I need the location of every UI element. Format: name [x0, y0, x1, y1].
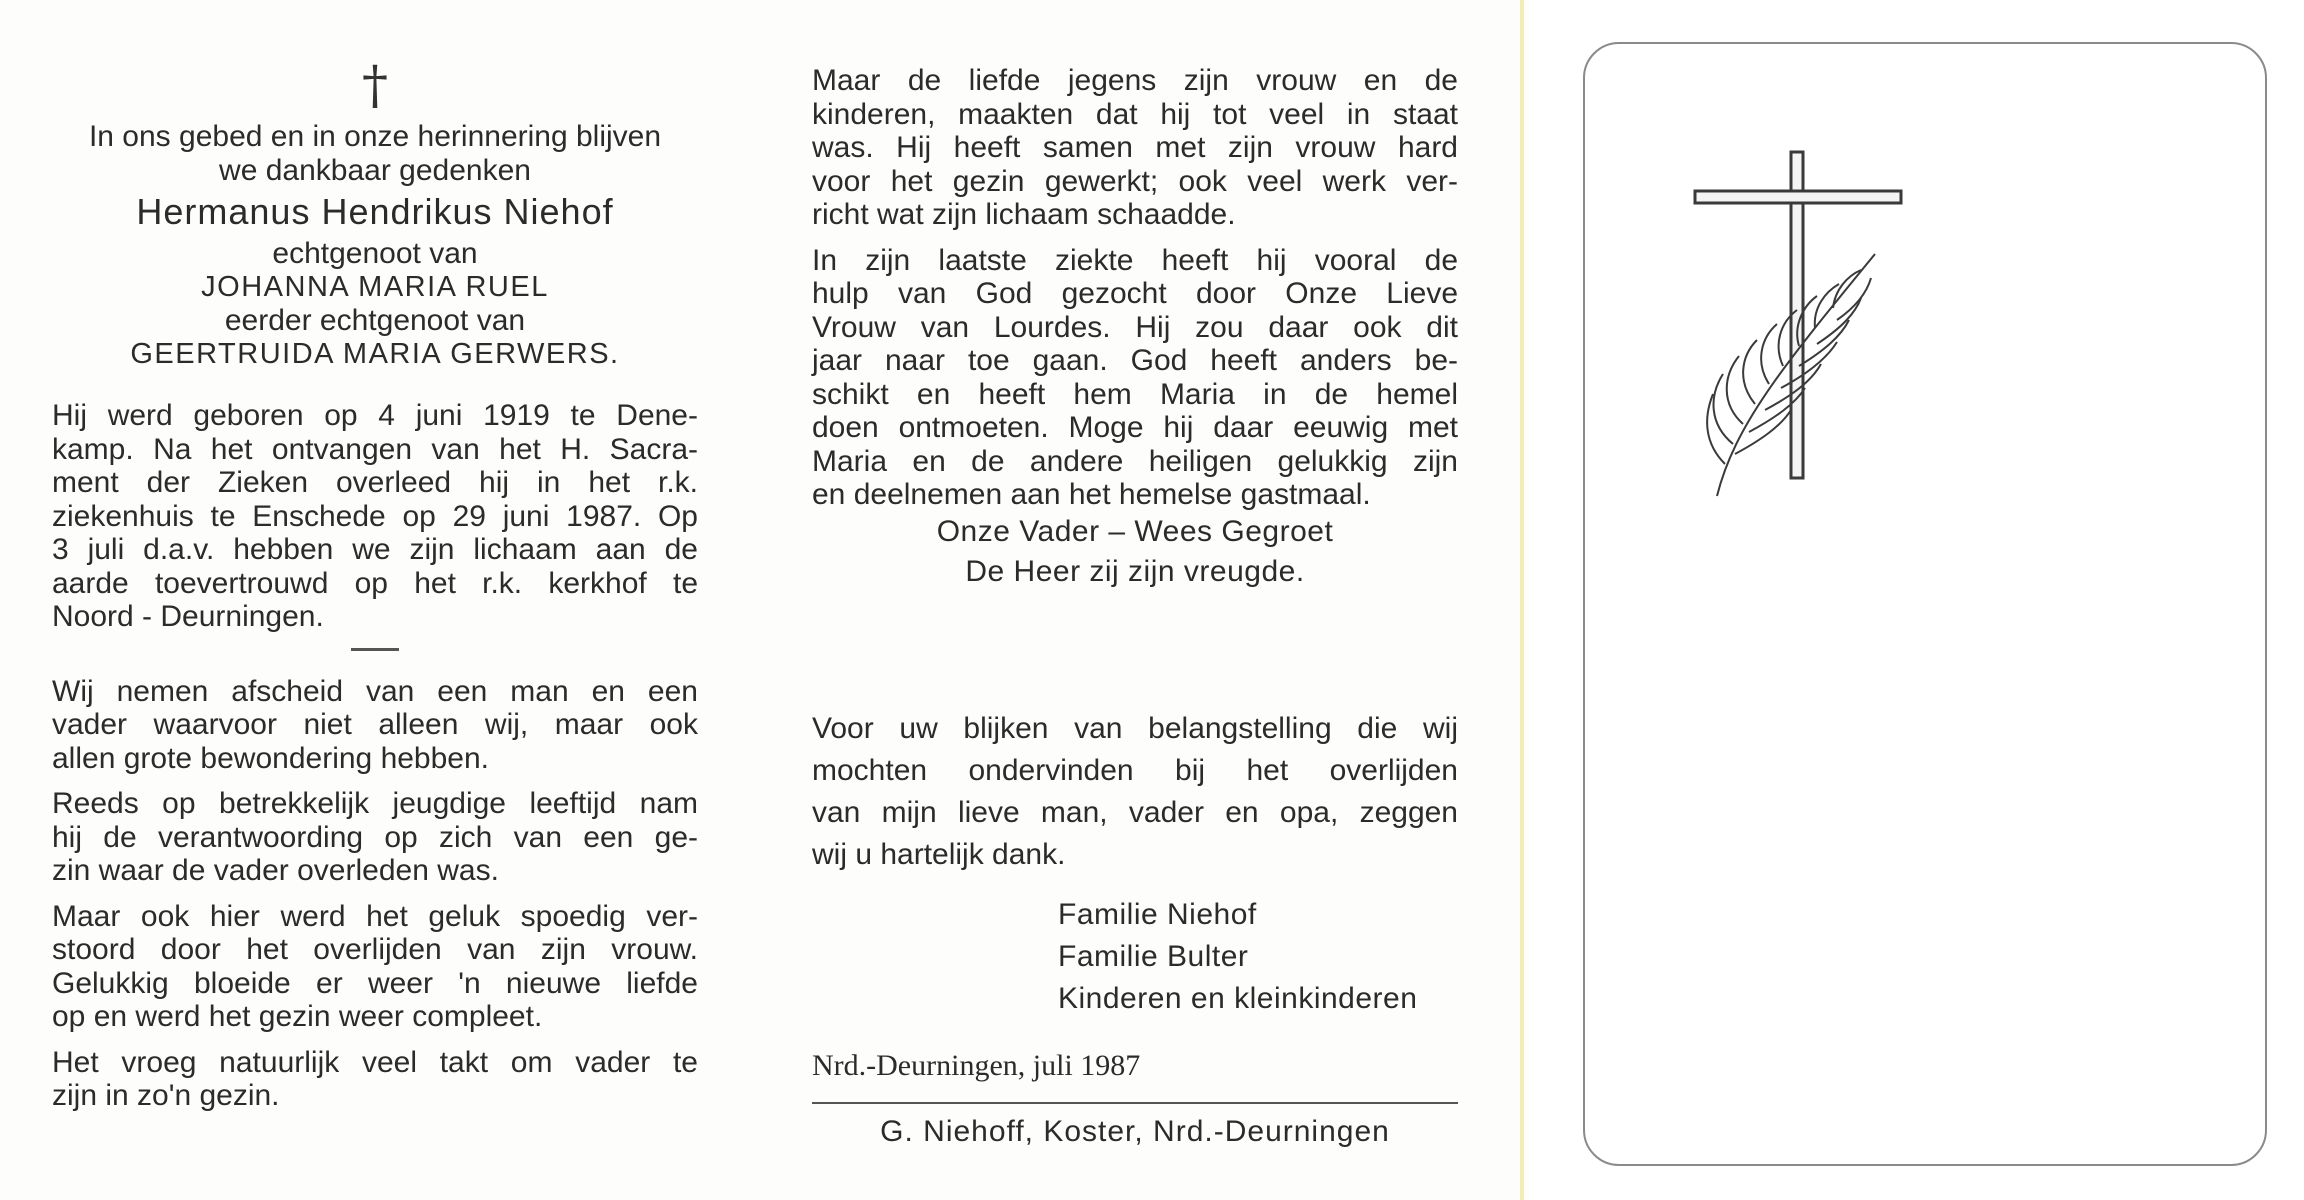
text-line: Het vroeg natuurlijk veel takt om vader te — [52, 1045, 698, 1079]
prayer-line: Onze Vader – Wees Gegroet — [936, 514, 1334, 548]
text-line: doen ontmoeten. Moge hij daar eeuwig met — [812, 411, 1458, 444]
text-line: Wij nemen afscheid van een man en een — [52, 674, 698, 708]
text-line: voor het gezin gewerkt; ook veel werk ver- — [812, 164, 1458, 198]
text-line: mochten ondervinden bij het overlijden — [812, 754, 1458, 787]
text-line: op en werd het gezin weer compleet. — [52, 1000, 543, 1033]
biography-paragraph — [52, 399, 698, 634]
text-line: Maar ook hier werd het geluk spoedig ver- — [52, 899, 698, 933]
bio-line: ziekenhuis te Enschede op 29 juni 1987. Op — [52, 499, 698, 533]
text-line: Vrouw van Lourdes. Hij zou daar ook dit — [812, 310, 1458, 344]
middle-text-column — [812, 64, 1458, 592]
bio-line: Noord - Deurningen. — [52, 600, 324, 633]
deceased-name: Hermanus Hendrikus Niehof — [136, 191, 614, 232]
spouse-name: JOHANNA MARIA RUEL — [201, 270, 549, 303]
text-line: Gelukkig bloeide er weer 'n nieuwe liefde — [52, 966, 698, 1000]
card-fold-line — [1520, 0, 1524, 1200]
printer-divider — [812, 1102, 1458, 1104]
illness-paragraph — [812, 244, 1458, 512]
bio-line: 3 juli d.a.v. hebben we zijn lichaam aan de — [52, 533, 698, 566]
bio-line: aarde toevertrouwd op het r.k. kerkhof te — [52, 566, 698, 600]
cross-with-palm-illustration — [1585, 44, 2265, 1164]
left-text-column — [52, 56, 698, 1113]
bio-line: ment der Zieken overleed hij in het r.k. — [52, 466, 698, 499]
former-spouse-name: GEERTRUIDA MARIA GERWERS. — [130, 337, 620, 370]
family-name: Kinderen en kleinkinderen — [1058, 982, 1418, 1015]
text-line: stoord door het overlijden van zijn vrouw. — [52, 933, 698, 966]
cross-icon: † — [362, 56, 388, 116]
love-paragraph — [812, 64, 1458, 232]
text-line: van mijn lieve man, vader en opa, zeggen — [812, 796, 1458, 829]
text-line: jaar naar toe gaan. God heeft anders be- — [812, 344, 1458, 377]
tact-paragraph — [52, 1046, 698, 1113]
thanks-paragraph — [812, 708, 1458, 876]
family-name: Familie Bulter — [1058, 940, 1249, 973]
section-divider — [351, 648, 399, 651]
text-line: zijn in zo'n gezin. — [52, 1079, 280, 1112]
text-line: was. Hij heeft samen met zijn vrouw hard — [812, 131, 1458, 164]
bio-line: kamp. Na het ontvangen van het H. Sacra- — [52, 432, 698, 466]
former-spouse-label: eerder echtgenoot van — [224, 304, 526, 337]
text-line: zin waar de vader overleden was. — [52, 854, 499, 887]
happiness-paragraph — [52, 900, 698, 1034]
text-line: allen grote bewondering hebben. — [52, 741, 490, 775]
text-line: Reeds op betrekkelijk jeugdige leeftijd nam — [52, 787, 698, 820]
text-line: en deelnemen aan het hemelse gastmaal. — [812, 478, 1371, 511]
text-line: richt wat zijn lichaam schaadde. — [812, 198, 1236, 231]
text-line: vader waarvoor niet alleen wij, maar ook — [52, 708, 698, 741]
intro-line-1: In ons gebed en in onze herinnering blijven — [88, 120, 662, 153]
cross-card — [1583, 42, 2267, 1166]
text-line: Voor uw blijken van belangstelling die wij — [812, 712, 1458, 745]
text-line: kinderen, maakten dat hij tot veel in staat — [812, 97, 1458, 131]
responsibility-paragraph — [52, 787, 698, 888]
bio-line: Hij werd geboren op 4 juni 1919 te Dene- — [52, 399, 698, 432]
spouse-label: echtgenoot van — [272, 237, 478, 270]
place-and-date: Nrd.-Deurningen, juli 1987 — [812, 1049, 1141, 1082]
text-line: Maar de liefde jegens zijn vrouw en de — [812, 64, 1458, 97]
text-line: In zijn laatste ziekte heeft hij vooral de — [812, 243, 1458, 277]
text-line: hij de verantwoording op zich van een ge- — [52, 820, 698, 854]
cross-icon — [1695, 152, 1901, 478]
family-name: Familie Niehof — [1058, 898, 1257, 931]
farewell-paragraph — [52, 675, 698, 776]
closing-line: De Heer zij zijn vreugde. — [965, 554, 1305, 588]
intro-line-2: we dankbaar gedenken — [219, 153, 531, 187]
text-line: wij u hartelijk dank. — [812, 838, 1066, 871]
text-line: schikt en heeft hem Maria in de hemel — [812, 377, 1458, 411]
printer-credit: G. Niehoff, Koster, Nrd.-Deurningen — [880, 1115, 1390, 1148]
text-line: Maria en de andere heiligen gelukkig zijn — [812, 444, 1458, 478]
text-line: hulp van God gezocht door Onze Lieve — [812, 277, 1458, 310]
family-signatures — [1058, 894, 1478, 1020]
